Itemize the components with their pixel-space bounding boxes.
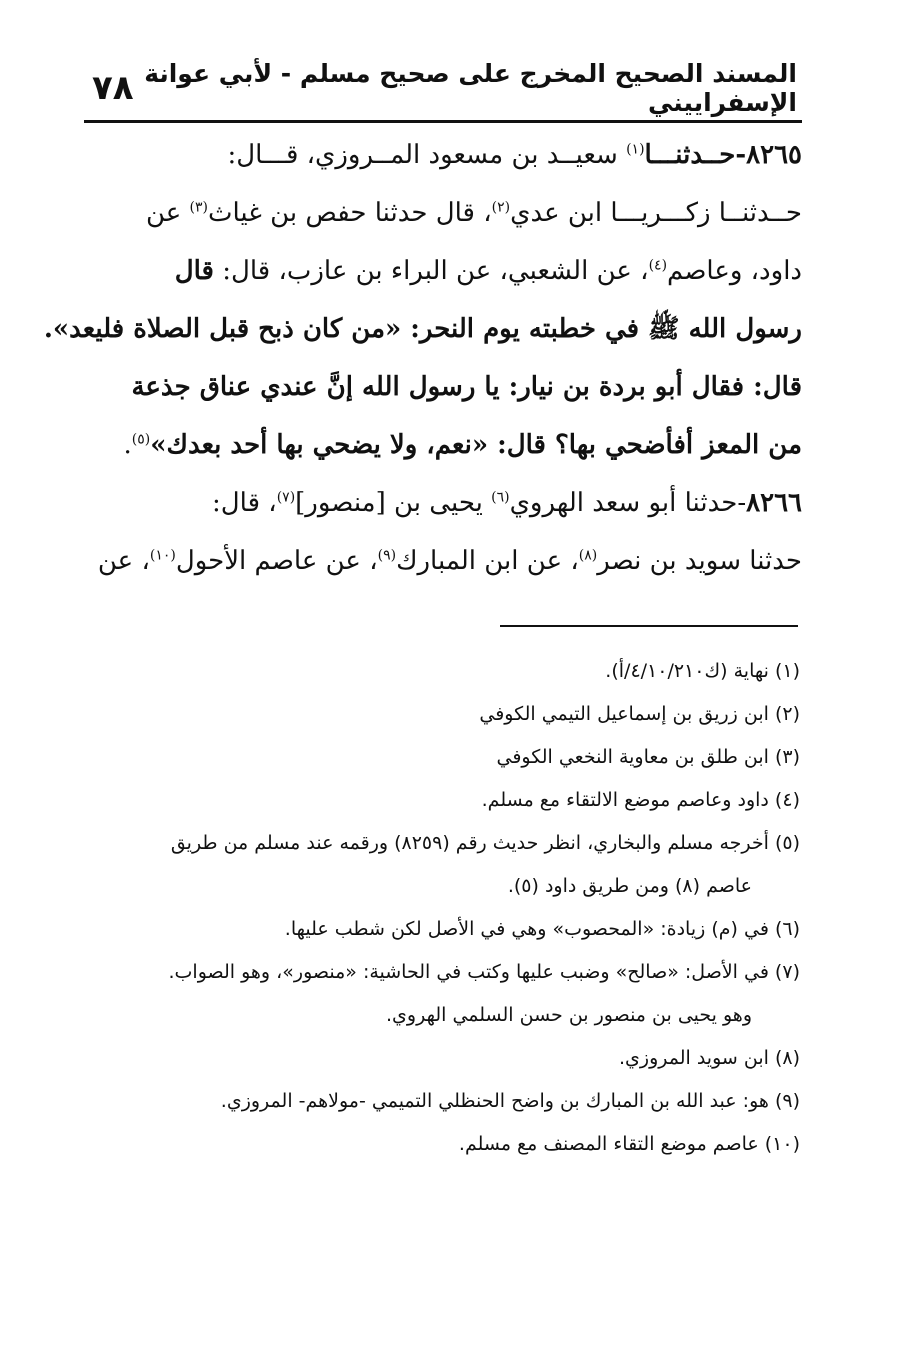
text-line-3	[88, 242, 802, 300]
footnote: (٣) ابن طلق بن معاوية النخعي الكوفي	[496, 746, 800, 768]
text-span: ، قال:	[212, 488, 277, 518]
text-span: ، عن الشعبي، عن البراء بن عازب، قال:	[213, 256, 649, 286]
footnote: (٧) في الأصل: «صالح» وضبب عليها وكتب في الحاشية: «منصور»، وهو الصواب.	[168, 961, 800, 983]
text-span: سعيــد بن مسعود المــروزي، قـــال:	[227, 140, 627, 170]
text-span: ، عن	[97, 546, 150, 576]
text-span: حدثنا سويد بن نصر	[597, 546, 802, 576]
text-line-4	[43, 300, 802, 358]
text-line-7	[88, 474, 802, 532]
footnote: (٥) أخرجه مسلم والبخاري، انظر حديث رقم (٨٢٥٩) ورقمه عند مسلم من طريق	[170, 832, 800, 854]
bold-span: قال	[174, 256, 214, 286]
prophetic-quote: «من كان ذبح قبل الصلاة فليعد».	[43, 314, 402, 344]
hadith-number: ٨٢٦٦	[746, 488, 802, 518]
main-text	[43, 126, 802, 590]
text-line-1	[88, 126, 802, 184]
footnote-ref: (٦)	[491, 489, 510, 506]
footnote-ref: (٧)	[276, 489, 296, 506]
footnote-ref: (٤)	[648, 257, 668, 274]
hadith-number: ٨٢٦٥	[746, 140, 802, 170]
text-span: -حــدثنـــا	[644, 140, 747, 170]
bold-span: قال: فقال أبو بردة بن نيار: يا رسول الله إنَّ عندي عناق جذعة	[131, 372, 802, 402]
header-rule	[84, 120, 802, 123]
footnote-ref: (٩)	[377, 547, 397, 564]
footnote-ref: (١)	[626, 141, 645, 158]
footnote-ref: (١٠)	[149, 547, 176, 564]
footnote-ref: (٢)	[491, 199, 511, 216]
text-span: .	[123, 430, 132, 460]
text-line-6	[88, 416, 802, 474]
bold-span: من المعز أفأضحي بها؟ قال: «نعم، ولا يضحي بها أحد بعدك»	[150, 430, 802, 460]
footnote-continuation: عاصم (٨) ومن طريق داود (٥).	[507, 875, 752, 897]
text-span: داود، وعاصم	[667, 256, 802, 286]
footnotes	[92, 650, 800, 1166]
text-span: حــدثنــا زكـــريـــا ابن عدي	[510, 198, 802, 228]
footnote: (١٠) عاصم موضع التقاء المصنف مع مسلم.	[458, 1133, 800, 1155]
footnote-continuation: وهو يحيى بن منصور بن حسن السلمي الهروي.	[386, 1004, 752, 1026]
text-line-2	[88, 184, 802, 242]
bold-span: رسول الله ﷺ في خطبته يوم النحر:	[401, 314, 802, 344]
running-title: المسند الصحيح المخرج على صحيح مسلم - لأبي عوانة الإسفراييني	[144, 59, 797, 117]
text-span: ، عن ابن المبارك	[396, 546, 579, 576]
footnote-ref: (٨)	[578, 547, 598, 564]
text-line-5	[88, 358, 802, 416]
text-span: ، عن عاصم الأحول	[175, 546, 378, 576]
footnote: (٤) داود وعاصم موضع الالتقاء مع مسلم.	[481, 789, 800, 811]
footnote: (٢) ابن زريق بن إسماعيل التيمي الكوفي	[479, 703, 800, 725]
footnote: (٦) في (م) زيادة: «المحصوب» وهي في الأصل لكن شطب عليها.	[284, 918, 800, 940]
text-span: -حدثنا أبو سعد الهروي	[509, 488, 747, 518]
text-span: يحيى بن [منصور]	[295, 488, 492, 518]
page-header	[92, 60, 797, 116]
footnote-ref: (٥)	[131, 431, 151, 448]
footnote: (٨) ابن سويد المروزي.	[619, 1047, 800, 1069]
footnote-rule	[500, 625, 798, 627]
footnote: (٩) هو: عبد الله بن المبارك بن واضح الحنظلي التميمي -مولاهم- المروزي.	[220, 1090, 800, 1112]
footnote-ref: (٣)	[189, 199, 208, 216]
footnote: (١) نهاية (ك٤/١٠/٢١٠/أ).	[605, 660, 800, 682]
page-number: ٧٨	[92, 68, 134, 108]
text-span: عن	[145, 198, 190, 228]
text-span: ، قال حدثنا حفص بن غياث	[208, 198, 492, 228]
text-line-8	[88, 532, 802, 590]
